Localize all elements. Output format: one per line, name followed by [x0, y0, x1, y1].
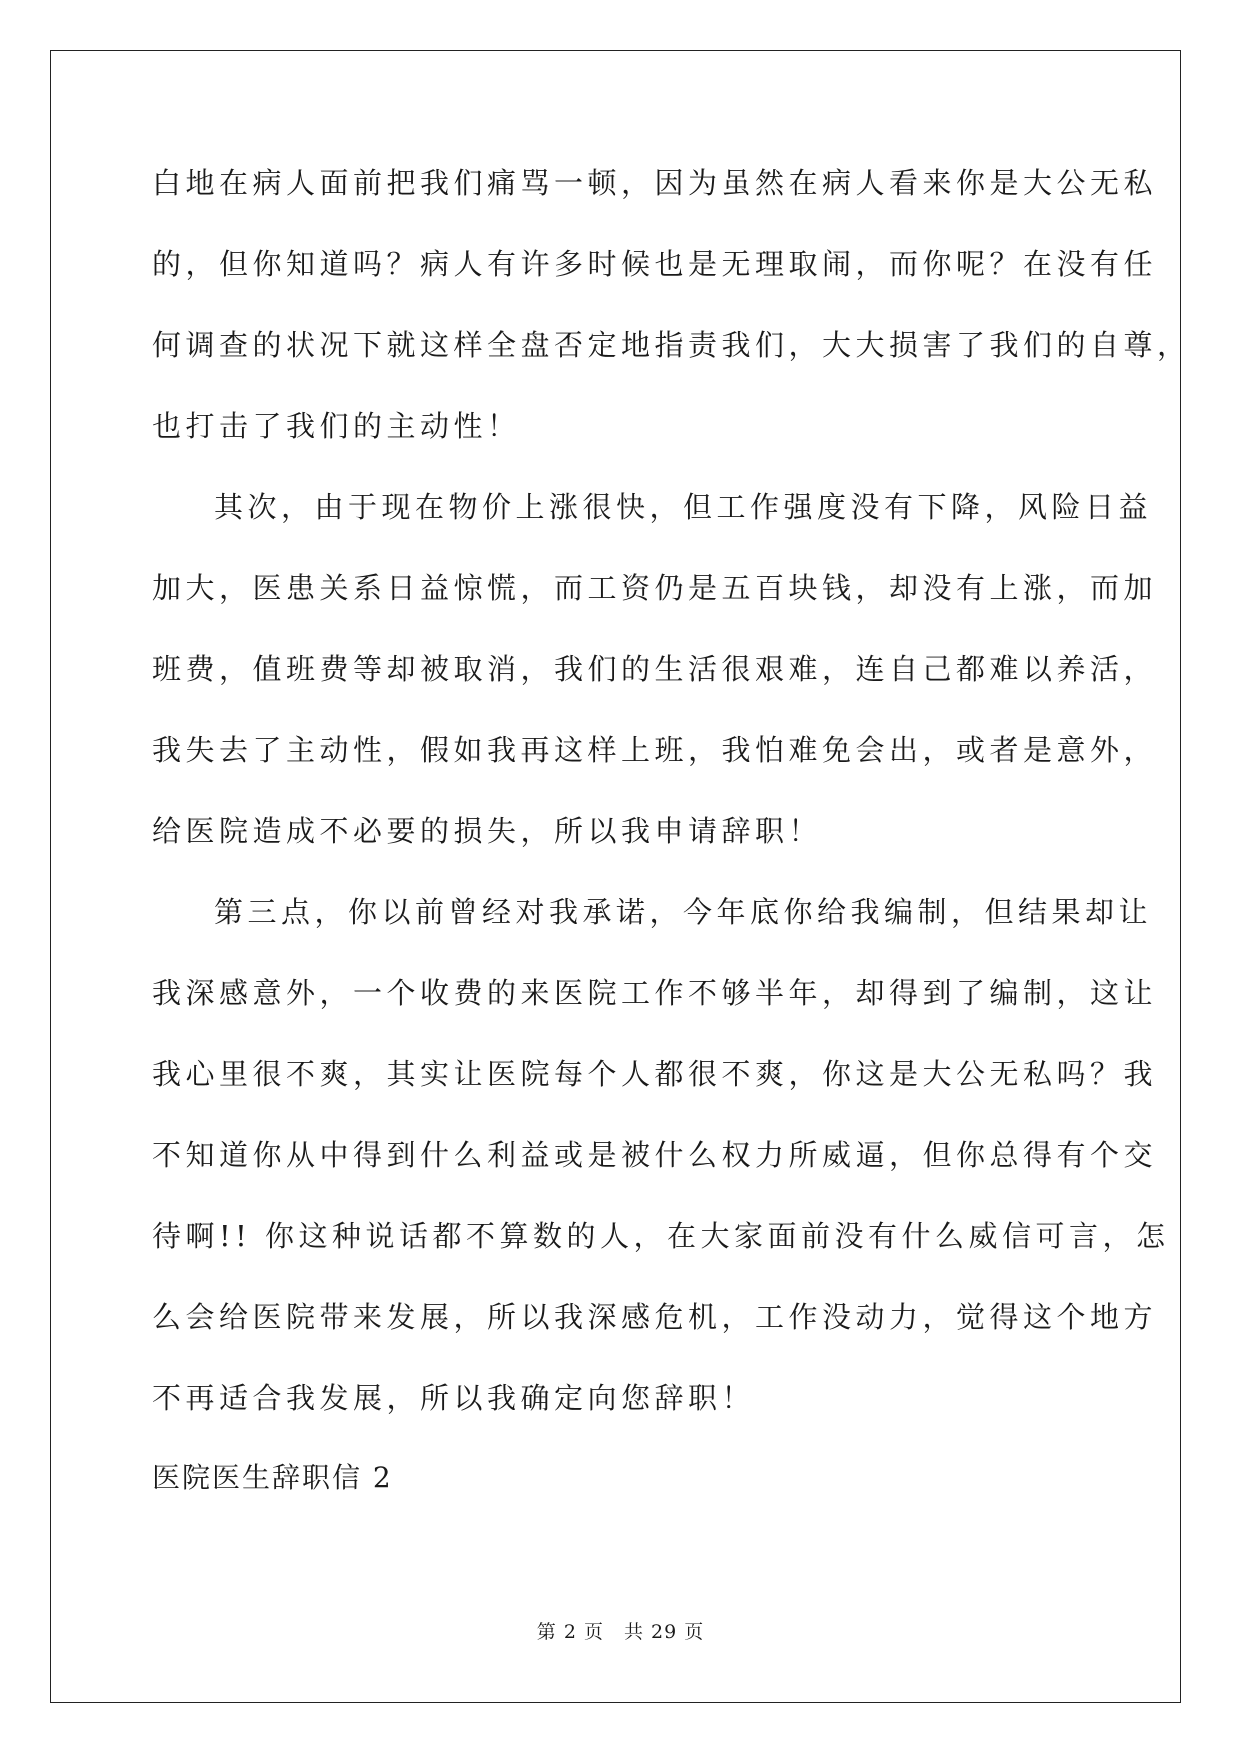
paragraph-3-line-3: 我心里很不爽，其实让医院每个人都很不爽，你这是大公无私吗？我	[152, 1057, 1158, 1091]
paragraph-3-line-4: 不知道你从中得到什么利益或是被什么权力所威逼，但你总得有个交	[152, 1138, 1158, 1172]
paragraph-2-line-3: 班费，值班费等却被取消，我们的生活很艰难，连自己都难以养活，	[152, 652, 1158, 686]
paragraph-2-line-1: 其次，由于现在物价上涨很快，但工作强度没有下降，风险日益	[214, 490, 1153, 524]
paragraph-3-line-7: 不再适合我发展，所以我确定向您辞职！	[152, 1381, 756, 1415]
section-heading: 医院医生辞职信 2	[152, 1461, 393, 1494]
paragraph-2-line-2: 加大，医患关系日益惊慌，而工资仍是五百块钱，却没有上涨，而加	[152, 571, 1158, 605]
body-line-3: 何调查的状况下就这样全盘否定地指责我们，大大损害了我们的自尊，	[152, 328, 1191, 362]
paragraph-2-line-4: 我失去了主动性，假如我再这样上班，我怕难免会出，或者是意外，	[152, 733, 1158, 767]
paragraph-3-line-2: 我深感意外，一个收费的来医院工作不够半年，却得到了编制，这让	[152, 976, 1158, 1010]
page-border	[50, 50, 1181, 1703]
body-line-2: 的，但你知道吗？病人有许多时候也是无理取闹，而你呢？在没有任	[152, 247, 1158, 281]
paragraph-3-line-6: 么会给医院带来发展，所以我深感危机，工作没动力，觉得这个地方	[152, 1300, 1158, 1334]
page-number-footer: 第 2 页 共 29 页	[536, 1621, 705, 1643]
paragraph-3-line-1: 第三点，你以前曾经对我承诺，今年底你给我编制，但结果却让	[214, 895, 1153, 929]
paragraph-3-line-5: 待啊!! 你这种说话都不算数的人，在大家面前没有什么威信可言，怎	[152, 1219, 1170, 1253]
body-line-1: 白地在病人面前把我们痛骂一顿，因为虽然在病人看来你是大公无私	[152, 166, 1158, 200]
paragraph-2-line-5: 给医院造成不必要的损失，所以我申请辞职！	[152, 814, 823, 848]
body-line-4: 也打击了我们的主动性！	[152, 409, 521, 443]
